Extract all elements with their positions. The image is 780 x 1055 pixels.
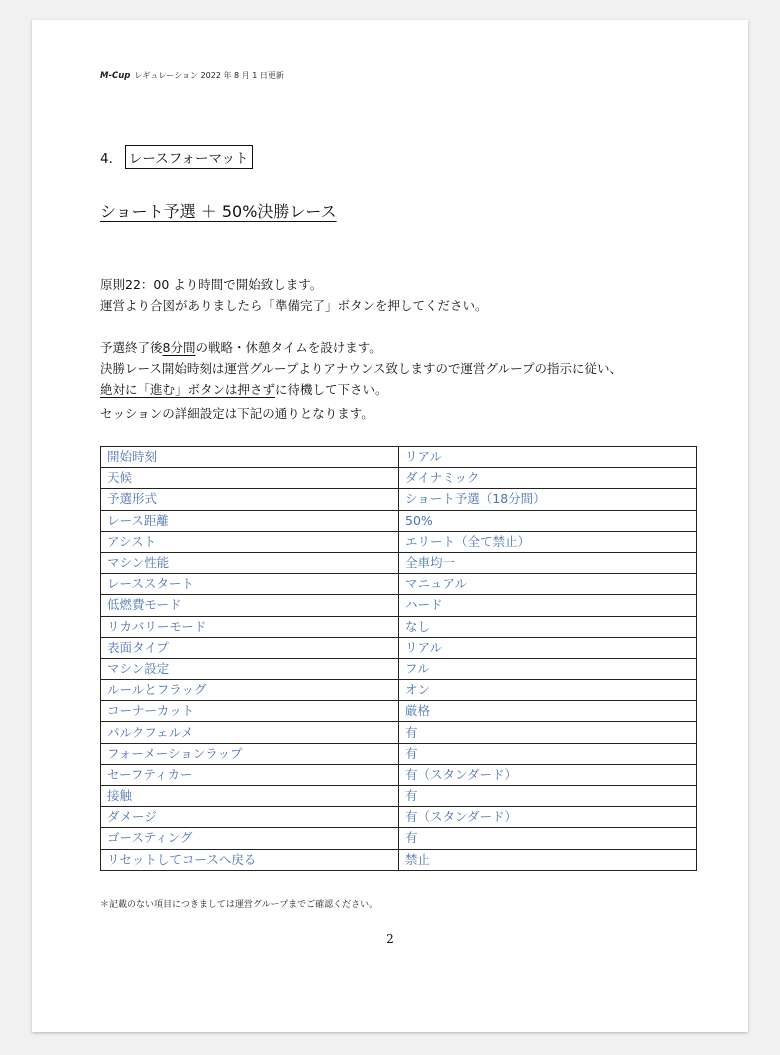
- setting-name-cell: パルクフェルメ: [101, 722, 399, 743]
- para2-line2: 決勝レース開始時刻は運営グループよりアナウンス致しますので運営グループの指示に従い、: [100, 361, 623, 376]
- para1-line1: 原則22：00 より時間で開始致します。: [100, 277, 323, 292]
- setting-name-cell: 開始時刻: [101, 447, 399, 468]
- setting-name-cell: ダメージ: [101, 807, 399, 828]
- setting-value-cell: 有（スタンダード）: [399, 807, 697, 828]
- table-row: [101, 637, 697, 658]
- setting-name-cell: マシン設定: [101, 658, 399, 679]
- table-row: [101, 828, 697, 849]
- table-row: [101, 510, 697, 531]
- table-row: [101, 531, 697, 552]
- table-row: [101, 489, 697, 510]
- setting-value-cell: 50%: [399, 510, 697, 531]
- setting-value-cell: 有: [399, 722, 697, 743]
- para2-line3: [100, 379, 622, 400]
- setting-value-cell: 有（スタンダード）: [399, 764, 697, 785]
- setting-name-cell: 表面タイプ: [101, 637, 399, 658]
- page-number: 2: [386, 932, 394, 946]
- table-row: [101, 552, 697, 573]
- table-row: [101, 447, 697, 468]
- setting-name-cell: ルールとフラッグ: [101, 680, 399, 701]
- paragraph-strategy-info: [100, 337, 622, 400]
- setting-value-cell: 有: [399, 828, 697, 849]
- table-row: [101, 722, 697, 743]
- setting-name-cell: レーススタート: [101, 574, 399, 595]
- setting-name-cell: リカバリーモード: [101, 616, 399, 637]
- para2-line1-post: の戦略・休憩タイムを設けます。: [195, 340, 382, 355]
- paragraph-start-info: [100, 274, 488, 316]
- setting-name-cell: 天候: [101, 468, 399, 489]
- setting-value-cell: ショート予選（18分間）: [399, 489, 697, 510]
- table-row: [101, 786, 697, 807]
- para2-line1: [100, 337, 622, 358]
- setting-name-cell: 予選形式: [101, 489, 399, 510]
- para2-line1-pre: 予選終了後: [100, 340, 163, 355]
- para2-line1-underlined: 8分間: [162, 340, 196, 355]
- table-row: [101, 574, 697, 595]
- page-header: [100, 70, 284, 81]
- header-text: レギュレーション 2022 年 8 月 1 日更新: [134, 71, 284, 80]
- table-row: [101, 616, 697, 637]
- header-brand: M-Cup: [100, 71, 131, 81]
- setting-name-cell: フォーメーションラップ: [101, 743, 399, 764]
- table-row: [101, 701, 697, 722]
- section-label: レースフォーマット: [125, 145, 253, 169]
- para2-line3-post: に待機して下さい。: [275, 382, 388, 397]
- setting-name-cell: リセットしてコースへ戻る: [101, 849, 399, 870]
- setting-value-cell: リアル: [399, 637, 697, 658]
- page-title: ショート予選 ＋ 50%決勝レース: [100, 202, 337, 221]
- para2-line3-underlined: 絶対に「進む」ボタンは押さず: [100, 382, 276, 397]
- table-row: [101, 658, 697, 679]
- setting-name-cell: 接触: [101, 786, 399, 807]
- settings-table-body: [101, 447, 697, 871]
- setting-value-cell: ダイナミック: [399, 468, 697, 489]
- setting-value-cell: なし: [399, 616, 697, 637]
- setting-name-cell: マシン性能: [101, 552, 399, 573]
- para1-line2: 運営より合図がありましたら「準備完了」ボタンを押してください。: [100, 298, 488, 313]
- setting-value-cell: 全車均一: [399, 552, 697, 573]
- setting-value-cell: 有: [399, 786, 697, 807]
- setting-value-cell: オン: [399, 680, 697, 701]
- setting-name-cell: レース距離: [101, 510, 399, 531]
- setting-value-cell: 厳格: [399, 701, 697, 722]
- setting-value-cell: リアル: [399, 447, 697, 468]
- table-row: [101, 680, 697, 701]
- setting-name-cell: セーフティカー: [101, 764, 399, 785]
- section-heading: [100, 145, 253, 169]
- session-settings-table: [100, 446, 697, 871]
- table-row: [101, 595, 697, 616]
- setting-name-cell: コーナーカット: [101, 701, 399, 722]
- table-row: [101, 764, 697, 785]
- setting-name-cell: アシスト: [101, 531, 399, 552]
- table-row: [101, 849, 697, 870]
- paragraph-settings-intro: セッションの詳細設定は下記の通りとなります。: [100, 406, 374, 421]
- table-row: [101, 468, 697, 489]
- table-row: [101, 743, 697, 764]
- setting-value-cell: 有: [399, 743, 697, 764]
- setting-name-cell: ゴースティング: [101, 828, 399, 849]
- setting-value-cell: 禁止: [399, 849, 697, 870]
- document-page: [32, 20, 748, 1032]
- setting-value-cell: マニュアル: [399, 574, 697, 595]
- setting-name-cell: 低燃費モード: [101, 595, 399, 616]
- footnote: ＊記載のない項目につきましては運営グループまでご確認ください。: [100, 900, 379, 910]
- setting-value-cell: フル: [399, 658, 697, 679]
- table-row: [101, 807, 697, 828]
- setting-value-cell: エリート（全て禁止）: [399, 531, 697, 552]
- setting-value-cell: ハード: [399, 595, 697, 616]
- section-number: 4.: [100, 151, 113, 167]
